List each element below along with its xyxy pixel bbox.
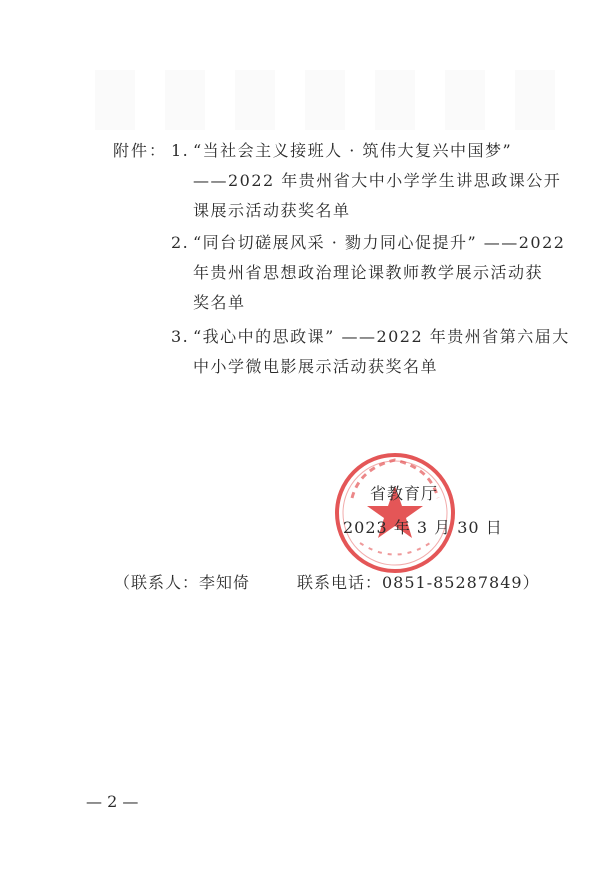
attachment-item-3	[171, 322, 570, 382]
attachment-item-1	[171, 136, 562, 226]
attachment-number: 3.	[171, 327, 190, 346]
attachment-line: 年贵州省思想政治理论课教师教学展示活动获	[193, 263, 544, 282]
attachment-line: “当社会主义接班人 · 筑伟大复兴中国梦”	[193, 141, 513, 160]
official-seal-stamp	[330, 448, 460, 578]
attachment-line: ——2022 年贵州省大中小学学生讲思政课公开	[193, 171, 562, 190]
attachment-line: “同台切磋展风采 · 勠力同心促提升” ——2022	[193, 233, 566, 252]
bleed-through-shadow	[95, 70, 555, 130]
contact-person: （联系人：李知倚	[114, 573, 251, 592]
contact-phone: 联系电话：0851-85287849）	[297, 573, 540, 592]
attachment-number: 1.	[171, 141, 190, 160]
attachments-label: 附件：	[113, 141, 168, 160]
signature-organization: 省教育厅	[370, 484, 439, 503]
attachment-line: 奖名单	[193, 293, 246, 312]
attachment-item-2	[171, 228, 566, 318]
attachment-line: “我心中的思政课” ——2022 年贵州省第六届大	[193, 327, 570, 346]
attachment-line: 课展示活动获奖名单	[193, 201, 351, 220]
page-number: — 2 —	[86, 792, 139, 811]
attachment-number: 2.	[171, 233, 190, 252]
signature-date: 2023 年 3 月 30 日	[343, 518, 503, 537]
attachment-line: 中小学微电影展示活动获奖名单	[193, 357, 439, 376]
